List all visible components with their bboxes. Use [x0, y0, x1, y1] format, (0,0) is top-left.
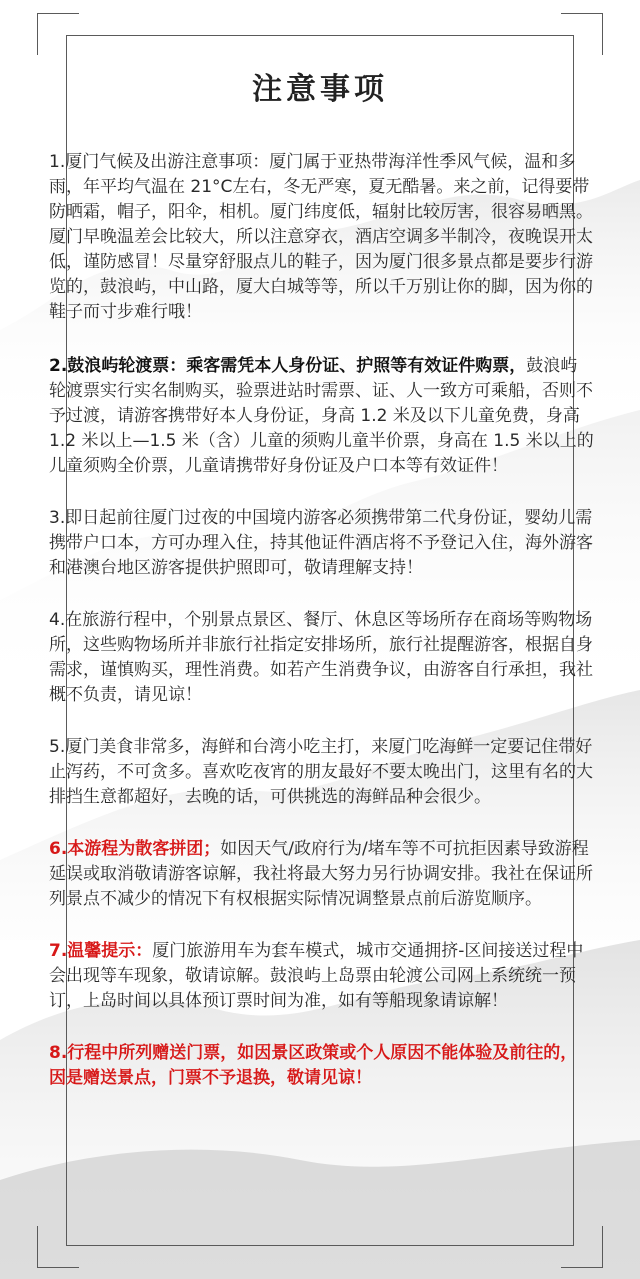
frame-corner-top-left	[37, 13, 79, 55]
frame-corner-top-right	[561, 13, 603, 55]
notice-list	[49, 150, 594, 1118]
notice-item-7-highlight: 温馨提示：	[67, 941, 153, 961]
notice-item-2	[49, 354, 594, 479]
frame-corner-bottom-right	[561, 1226, 603, 1268]
notice-item-5	[49, 735, 594, 810]
frame-corner-bottom-left	[37, 1226, 79, 1268]
notice-item-6-highlight: 本游程为散客拼团；	[67, 839, 221, 859]
notice-item-4	[49, 608, 594, 708]
notice-item-6-text: 如因天气/政府行为/堵车等不可抗拒因素导致游程延误或取消敬请游客谅解，我社将最大努力另行协调安排。我社在保证所列景点不减少的情况下有权根据实际情况调整景点前后游览顺序。	[49, 839, 593, 909]
notice-item-1	[49, 150, 594, 325]
notice-item-7-prefix: 7.	[49, 941, 68, 961]
notice-item-4-text: 4.在旅游行程中，个别景点景区、餐厅、休息区等场所存在商场等购物场所，这些购物场所并非旅行社指定安排场所，旅行社提醒游客，根据自身需求，谨慎购买，理性消费。如若产生消费争议，由游客自行承担，我社概不负责，请见谅！	[49, 610, 593, 705]
notice-item-6-prefix: 6.	[49, 839, 68, 859]
notice-item-1-text: 1.厦门气候及出游注意事项：厦门属于亚热带海洋性季风气候，温和多雨，年平均气温在 21°C左右，冬无严寒，夏无酷暑。来之前，记得要带防晒霜，帽子，阳伞，相机。厦门纬度低，辐射比较厉害，很容易晒黑。厦门早晚温差会比较大，所以注意穿衣，酒店空调多半制冷，夜晚误开太低，谨防感冒！尽量穿舒服点儿的鞋子，因为厦门很多景点都是要步行游览的，鼓浪屿，中山路，厦大白城等等，所以千万别让你的脚，因为你的鞋子而寸步难行哦！	[49, 152, 593, 322]
notice-item-7-text: 厦门旅游用车为套车模式，城市交通拥挤-区间接送过程中会出现等车现象，敬请谅解。鼓浪屿上岛票由轮渡公司网上系统统一预订，上岛时间以具体预订票时间为准，如有等船现象请谅解！	[49, 941, 584, 1011]
notice-item-2-highlight: 2.鼓浪屿轮渡票：乘客需凭本人身份证、护照等有效证件购票，	[49, 356, 527, 376]
notice-item-8	[49, 1041, 594, 1091]
notice-item-6	[49, 837, 594, 912]
notice-item-5-text: 5.厦门美食非常多，海鲜和台湾小吃主打，来厦门吃海鲜一定要记住带好止泻药，不可贪多。喜欢吃夜宵的朋友最好不要太晚出门，这里有名的大排挡生意都超好，去晚的话，可供挑选的海鲜品种会很少。	[49, 737, 593, 807]
notice-item-3-text: 3.即日起前往厦门过夜的中国境内游客必须携带第二代身份证，婴幼儿需携带户口本，方可办理入住，持其他证件酒店将不予登记入住，海外游客和港澳台地区游客提供护照即可，敬请理解支持！	[49, 508, 593, 578]
notice-item-8-text: 8.行程中所列赠送门票，如因景区政策或个人原因不能体验及前往的，因是赠送景点，门票不予退换，敬请见谅！	[49, 1043, 578, 1088]
page-title: 注意事项	[252, 72, 388, 107]
notice-item-7	[49, 939, 594, 1014]
notice-item-2-text: 鼓浪屿轮渡票实行实名制购买，验票进站时需票、证、人一致方可乘船，否则不予过渡，请游客携带好本人身份证，身高 1.2 米及以下儿童免费，身高 1.2 米以上—1.5 米（含）儿童的须购儿童半价票，身高在 1.5 米以上的儿童须购全价票，儿童请携带好身份证及户口本等有效证件！	[49, 356, 594, 476]
notice-item-3	[49, 506, 594, 581]
